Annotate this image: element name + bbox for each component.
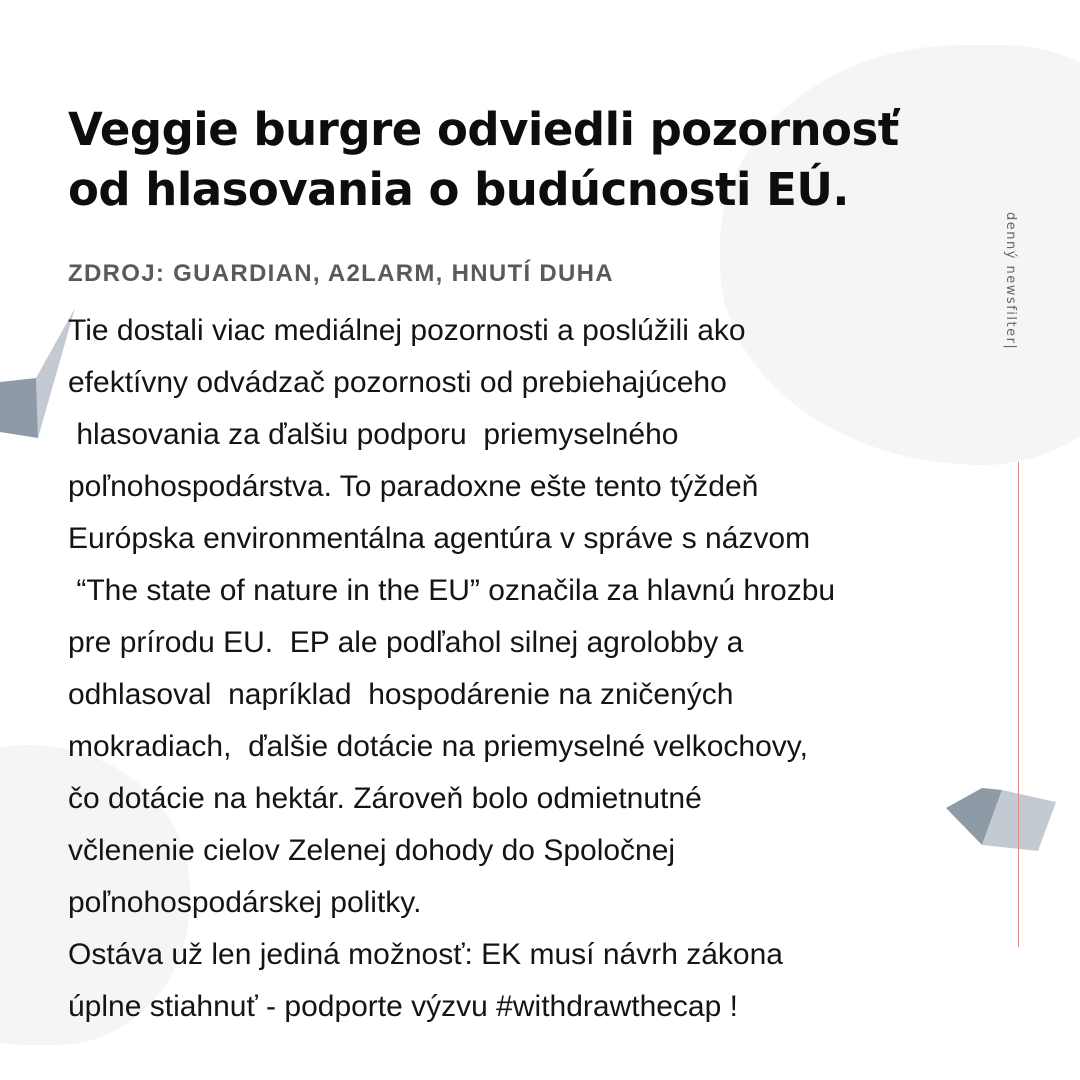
body-line: “The state of nature in the EU” označila za hlavnú hrozbu (68, 574, 836, 607)
accent-divider (1018, 462, 1019, 947)
body-line: čo dotácie na hektár. Zároveň bolo odmietnutné (68, 782, 702, 815)
body-line: odhlasoval napríklad hospodárenie na zničených (68, 678, 734, 711)
body-line: Tie dostali viac mediálnej pozornosti a poslúžili ako (68, 314, 746, 347)
body-line: včlenenie cielov Zelenej dohody do Spoločnej (68, 834, 676, 867)
title-line: od hlasovania o budúcnosti EÚ. (68, 163, 849, 216)
body-line: pre prírodu EU. EP ale podľahol silnej agrolobby a (68, 626, 744, 659)
source-line: ZDROJ: GUARDIAN, A2LARM, HNUTÍ DUHA (68, 260, 614, 287)
body-line: hlasovania za ďalšiu podporu priemyselného (68, 418, 679, 451)
post-title (68, 100, 968, 220)
body-line: mokradiach, ďalšie dotácie na priemyselné velkochovy, (68, 730, 808, 763)
body-line: Európska environmentálna agentúra v správe s názvom (68, 522, 811, 555)
body-line: poľnohospodárskej politky. (68, 886, 422, 919)
body-line: úplne stiahnuť - podporte výzvu #withdrawthecap ! (68, 990, 738, 1023)
brand-label: denný newsfilter| (1003, 212, 1018, 351)
body-line: poľnohospodárstva. To paradoxne ešte tento týždeň (68, 470, 759, 503)
body-line: efektívny odvádzač pozornosti od prebiehajúceho (68, 366, 727, 399)
body-text (68, 305, 1008, 1033)
title-line: Veggie burgre odviedli pozornosť (68, 103, 899, 156)
body-line: Ostáva už len jediná možnosť: EK musí návrh zákona (68, 938, 783, 971)
